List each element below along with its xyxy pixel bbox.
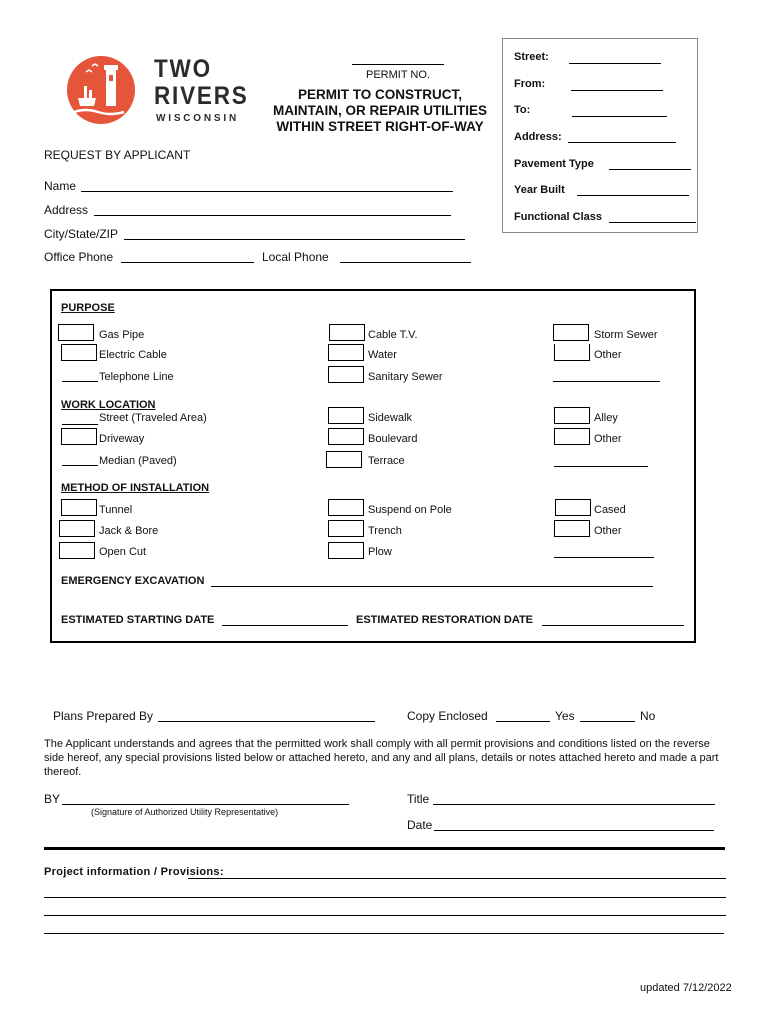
location-other-label: Other — [594, 433, 622, 445]
updated-date: updated 7/12/2022 — [640, 982, 732, 994]
starting-date-field[interactable] — [222, 625, 348, 626]
emergency-excavation-field[interactable] — [211, 586, 653, 587]
telephone-line-label: Telephone Line — [99, 371, 174, 383]
copy-enclosed-label: Copy Enclosed — [407, 709, 488, 723]
purpose-other-label: Other — [594, 349, 622, 361]
boulevard-label: Boulevard — [368, 433, 418, 445]
functional-class-label: Functional Class — [514, 211, 603, 223]
office-phone-label: Office Phone — [44, 250, 114, 264]
starting-date-label: ESTIMATED STARTING DATE — [61, 614, 215, 626]
sidewalk-label: Sidewalk — [368, 412, 413, 424]
gas-pipe-checkbox[interactable] — [58, 324, 94, 341]
plow-label: Plow — [368, 546, 392, 558]
applicant-address-field[interactable] — [94, 215, 451, 216]
office-phone-field[interactable] — [121, 262, 254, 263]
project-info-line-2[interactable] — [44, 897, 726, 898]
purpose-other-field[interactable] — [553, 381, 660, 382]
project-info-label: Project information / Provisions: — [44, 866, 224, 878]
local-phone-field[interactable] — [340, 262, 471, 263]
plow-checkbox[interactable] — [328, 542, 364, 559]
logo-two: TWO — [154, 55, 212, 83]
yes-label: Yes — [555, 709, 575, 723]
median-paved-blank[interactable] — [62, 465, 98, 466]
median-paved-label: Median (Paved) — [99, 455, 177, 467]
section-divider — [44, 847, 725, 850]
sanitary-sewer-checkbox[interactable] — [328, 366, 364, 383]
work-location-heading: WORK LOCATION — [61, 399, 156, 411]
sidewalk-checkbox[interactable] — [328, 407, 364, 424]
plans-prepared-by-label: Plans Prepared By — [53, 709, 154, 723]
storm-sewer-checkbox[interactable] — [553, 324, 589, 341]
cable-tv-checkbox[interactable] — [329, 324, 365, 341]
street-traveled-label: Street (Traveled Area) — [99, 412, 207, 424]
year-built-label: Year Built — [514, 184, 565, 196]
gas-pipe-label: Gas Pipe — [99, 329, 145, 341]
cable-tv-label: Cable T.V. — [368, 329, 418, 341]
street-field[interactable] — [569, 63, 661, 64]
no-label: No — [640, 709, 656, 723]
method-heading: METHOD OF INSTALLATION — [61, 482, 210, 494]
jack-bore-label: Jack & Bore — [99, 525, 159, 537]
from-label: From: — [514, 78, 546, 90]
year-built-field[interactable] — [577, 195, 689, 196]
project-info-line-1[interactable] — [188, 878, 726, 879]
to-field[interactable] — [572, 116, 667, 117]
restoration-date-label: ESTIMATED RESTORATION DATE — [356, 614, 534, 626]
agreement-text: The Applicant understands and agrees that the permitted work shall comply with all permit provisions and conditions listed on the reverse side hereof, any special provisions listed below or attached hereto, and any and all plans, details or notes attached hereto and made a part thereof. — [44, 738, 719, 778]
jack-bore-checkbox[interactable] — [59, 520, 95, 537]
applicant-address-label: Address — [44, 203, 89, 217]
functional-class-field[interactable] — [609, 222, 696, 223]
open-cut-label: Open Cut — [99, 546, 147, 558]
by-label: BY — [44, 792, 61, 806]
electric-cable-checkbox[interactable] — [61, 344, 97, 361]
electric-cable-label: Electric Cable — [99, 349, 167, 361]
suspend-on-pole-label: Suspend on Pole — [368, 504, 452, 516]
logo-wisconsin: WISCONSIN — [156, 113, 239, 124]
city-state-zip-field[interactable] — [124, 239, 465, 240]
cased-label: Cased — [594, 504, 626, 516]
street-label: Street: — [514, 51, 549, 63]
telephone-line-blank[interactable] — [62, 381, 98, 382]
project-info-line-4[interactable] — [44, 933, 724, 934]
lighthouse-ship-icon — [66, 50, 136, 130]
permit-title — [260, 87, 500, 135]
city-state-zip-label: City/State/ZIP — [44, 227, 119, 241]
street-traveled-blank[interactable] — [62, 424, 98, 425]
title-line-3: WITHIN STREET RIGHT-OF-WAY — [276, 119, 484, 134]
open-cut-checkbox[interactable] — [59, 542, 95, 559]
storm-sewer-label: Storm Sewer — [594, 329, 658, 341]
copy-enclosed-no-field[interactable] — [580, 721, 635, 722]
method-other-label: Other — [594, 525, 622, 537]
two-rivers-logo — [66, 50, 249, 132]
alley-checkbox[interactable] — [554, 407, 590, 424]
permit-no-label: PERMIT NO. — [366, 69, 430, 81]
tunnel-label: Tunnel — [99, 504, 133, 516]
trench-checkbox[interactable] — [328, 520, 364, 537]
suspend-on-pole-checkbox[interactable] — [328, 499, 364, 516]
boulevard-checkbox[interactable] — [328, 428, 364, 445]
permit-no-line[interactable] — [352, 64, 444, 65]
terrace-label: Terrace — [368, 455, 405, 467]
date-label: Date — [407, 818, 433, 832]
local-phone-label: Local Phone — [262, 250, 329, 264]
title-line-1: PERMIT TO CONSTRUCT, — [297, 87, 462, 102]
copy-enclosed-yes-field[interactable] — [496, 721, 550, 722]
water-label: Water — [368, 349, 397, 361]
driveway-label: Driveway — [99, 433, 145, 445]
trench-label: Trench — [368, 525, 402, 537]
title-line-2: MAINTAIN, OR REPAIR UTILITIES — [273, 103, 487, 118]
project-info-line-3[interactable] — [44, 915, 726, 916]
purpose-heading: PURPOSE — [61, 302, 115, 314]
terrace-checkbox[interactable] — [326, 451, 362, 468]
to-label: To: — [514, 104, 531, 116]
plans-prepared-by-field[interactable] — [158, 721, 375, 722]
restoration-date-field[interactable] — [542, 625, 684, 626]
name-label: Name — [44, 179, 77, 193]
location-other-field[interactable] — [554, 466, 648, 467]
location-other-checkbox[interactable] — [554, 428, 590, 445]
signature-field[interactable] — [62, 804, 349, 805]
request-by-applicant-heading: REQUEST BY APPLICANT — [44, 148, 191, 162]
signature-caption: (Signature of Authorized Utility Representative) — [91, 807, 279, 817]
name-field[interactable] — [81, 191, 453, 192]
purpose-other-checkbox[interactable] — [554, 344, 590, 361]
method-other-checkbox[interactable] — [554, 520, 590, 537]
date-field[interactable] — [434, 830, 714, 831]
cased-checkbox[interactable] — [555, 499, 591, 516]
logo-rivers: RIVERS — [154, 82, 249, 110]
method-other-field[interactable] — [554, 557, 654, 558]
pavement-type-field[interactable] — [609, 169, 691, 170]
driveway-checkbox[interactable] — [61, 428, 97, 445]
title-field[interactable] — [433, 804, 715, 805]
sanitary-sewer-label: Sanitary Sewer — [368, 371, 443, 383]
title-label: Title — [407, 792, 430, 806]
pavement-type-label: Pavement Type — [514, 158, 594, 170]
tunnel-checkbox[interactable] — [61, 499, 97, 516]
address-label: Address: — [514, 131, 562, 143]
water-checkbox[interactable] — [328, 344, 364, 361]
alley-label: Alley — [594, 412, 618, 424]
address-field[interactable] — [568, 142, 676, 143]
emergency-excavation-label: EMERGENCY EXCAVATION — [61, 575, 205, 587]
from-field[interactable] — [571, 90, 663, 91]
